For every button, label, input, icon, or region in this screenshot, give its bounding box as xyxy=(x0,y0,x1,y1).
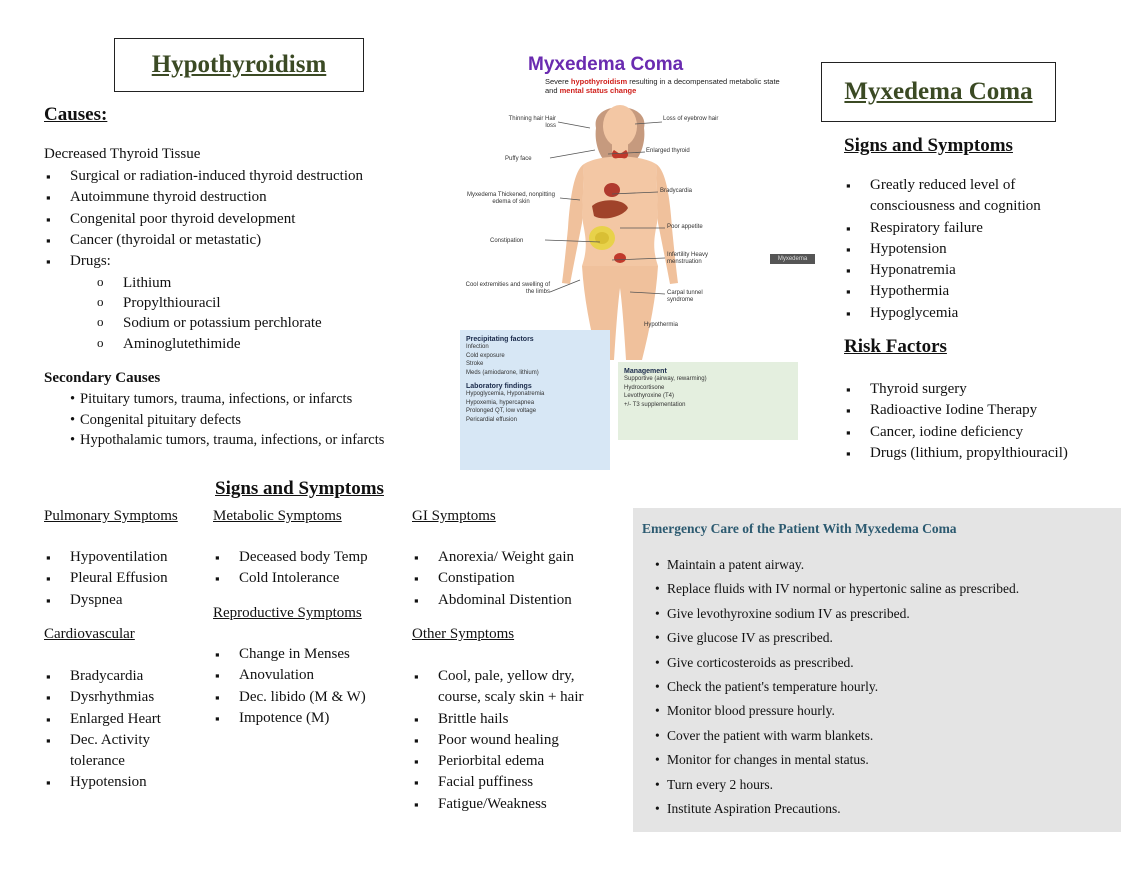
myxedema-coma-title: Myxedema Coma xyxy=(844,78,1033,105)
list-item: Hypoglycemia, Hyponatremia xyxy=(466,391,545,397)
list-item: ▪ Thyroid surgery xyxy=(844,379,1129,400)
list-item: ▪ Cancer, iodine deficiency xyxy=(844,422,1129,443)
list-item: ▪ Hypoventilation xyxy=(44,547,209,568)
list-item: • Give glucose IV as prescribed. xyxy=(655,626,1115,650)
list-item: • Monitor for changes in mental status. xyxy=(655,748,1115,772)
list-item: ▪ Drugs (lithium, propylthiouracil) xyxy=(844,443,1129,464)
myxedema-tag: Myxedema xyxy=(770,254,815,264)
decreased-causes-list xyxy=(44,166,444,272)
precipitating-title: Precipitating factors xyxy=(466,336,534,343)
hypothyroidism-title-box xyxy=(114,38,364,92)
list-item: • Pituitary tumors, trauma, infections, or infarcts xyxy=(70,389,460,410)
list-item: ▪ Brittle hails xyxy=(412,709,617,730)
list-item: • Cover the patient with warm blankets. xyxy=(655,724,1115,748)
list-item: ▪ Periorbital edema xyxy=(412,751,617,772)
list-item: • Turn every 2 hours. xyxy=(655,773,1115,797)
label-thinning-hair: Thinning hair Hair loss xyxy=(508,116,556,129)
list-item: ▪ Radioactive Iodine Therapy xyxy=(844,400,1129,421)
other-symptoms-list xyxy=(412,666,617,815)
list-item: o Sodium or potassium perchlorate xyxy=(97,313,397,333)
coma-signs-list xyxy=(844,175,1084,324)
list-item: +/- T3 supplementation xyxy=(624,401,686,408)
list-item: ▪ Dyspnea xyxy=(44,590,209,611)
list-item: ▪ Autoimmune thyroid destruction xyxy=(44,187,444,208)
label-enlarged-thyroid: Enlarged thyroid xyxy=(646,148,690,154)
emergency-care-list xyxy=(655,553,1115,821)
list-item: • Give corticosteroids as prescribed. xyxy=(655,651,1115,675)
list-item: o Lithium xyxy=(97,273,397,293)
list-item: ▪ Hypotension xyxy=(44,772,194,793)
list-item: • Give levothyroxine sodium IV as prescribed. xyxy=(655,602,1115,626)
list-item: Hydrocortisone xyxy=(624,384,665,391)
list-item: ▪ Cancer (thyroidal or metastatic) xyxy=(44,230,444,251)
label-constipation: Constipation xyxy=(490,238,524,244)
list-item: ▪ Anovulation xyxy=(213,665,408,686)
list-item: • Monitor blood pressure hourly. xyxy=(655,699,1115,723)
list-item: ▪ Poor wound healing xyxy=(412,730,617,751)
causes-heading: Causes: xyxy=(44,104,108,125)
precipitating-panel xyxy=(460,330,610,470)
list-item: o Propylthiouracil xyxy=(97,293,397,313)
list-item: ▪ Facial puffiness xyxy=(412,772,617,793)
lab-title: Laboratory findings xyxy=(466,383,532,390)
list-item: Meds (amiodarone, lithium) xyxy=(466,369,539,376)
coma-signs-heading: Signs and Symptoms xyxy=(844,135,1013,156)
drugs-list xyxy=(97,273,397,354)
list-item: ▪ Deceased body Temp xyxy=(213,547,408,568)
list-item: • Institute Aspiration Precautions. xyxy=(655,797,1115,821)
pulmonary-list xyxy=(44,547,209,611)
list-item: Hypoxemia, hypercapnea xyxy=(466,399,535,406)
list-item: Stroke xyxy=(466,361,484,367)
list-item: • Maintain a patent airway. xyxy=(655,553,1115,577)
label-eyebrow: Loss of eyebrow hair xyxy=(663,116,719,122)
list-item: ▪ Surgical or radiation-induced thyroid destruction xyxy=(44,166,444,187)
list-item: ▪ Bradycardia xyxy=(44,666,194,687)
list-item: • Congenital pituitary defects xyxy=(70,410,460,431)
list-item: ▪ Abdominal Distention xyxy=(412,590,622,611)
list-item: ▪ Dec. Activity tolerance xyxy=(44,730,194,773)
management-title: Management xyxy=(624,368,667,375)
list-item: ▪ Dysrhythmias xyxy=(44,687,194,708)
figure-title: Myxedema Coma xyxy=(528,54,684,75)
label-cool-extremities: Cool extremities and swelling of the limbs xyxy=(465,282,550,295)
risk-factors-heading: Risk Factors xyxy=(844,336,947,357)
label-myxedema: Myxedema Thickened, nonpitting edema of skin xyxy=(467,192,555,205)
list-item: ▪ Fatigue/Weakness xyxy=(412,794,617,815)
list-item: • Check the patient's temperature hourly. xyxy=(655,675,1115,699)
list-item: ▪ Pleural Effusion xyxy=(44,568,209,589)
list-item: ▪ Cold Intolerance xyxy=(213,568,408,589)
list-item: ▪ Drugs: xyxy=(44,251,444,272)
list-item: ▪ Cool, pale, yellow dry, course, scaly skin + hair xyxy=(412,666,617,709)
list-item: ▪ Greatly reduced level of consciousness and cognition xyxy=(844,175,1084,218)
management-panel xyxy=(618,362,798,440)
list-item: ▪ Anorexia/ Weight gain xyxy=(412,547,622,568)
secondary-causes-list xyxy=(70,389,460,451)
signs-symptoms-heading: Signs and Symptoms xyxy=(215,478,384,499)
myxedema-coma-title-box xyxy=(821,62,1056,122)
list-item: Prolonged QT, low voltage xyxy=(466,408,537,414)
label-infertility: Infertility Heavy menstruation xyxy=(667,252,709,265)
list-item: • Replace fluids with IV normal or hypertonic saline as prescribed. xyxy=(655,577,1115,601)
reproductive-label: Reproductive Symptoms xyxy=(213,605,362,621)
other-symptoms-label: Other Symptoms xyxy=(412,626,515,642)
emergency-care-title: Emergency Care of the Patient With Myxedema Coma xyxy=(642,521,957,536)
emergency-care-panel xyxy=(633,508,1121,832)
list-item: Pericardial effusion xyxy=(466,416,517,423)
list-item: Infection xyxy=(466,344,489,350)
list-item: ▪ Hypotension xyxy=(844,239,1084,260)
risk-factors-list xyxy=(844,379,1129,464)
list-item: Supportive (airway, rewarming) xyxy=(624,376,707,382)
list-item: • Hypothalamic tumors, trauma, infections, or infarcts xyxy=(70,430,460,451)
pulmonary-label: Pulmonary Symptoms xyxy=(44,508,178,524)
list-item: ▪ Hypothermia xyxy=(844,281,1084,302)
label-hypothermia: Hypothermia xyxy=(644,322,679,328)
decreased-thyroid-label: Decreased Thyroid Tissue xyxy=(44,146,201,162)
list-item: o Aminoglutethimide xyxy=(97,334,397,354)
gi-label: GI Symptoms xyxy=(412,508,496,524)
hypothyroidism-title: Hypothyroidism xyxy=(151,51,327,78)
secondary-causes-label: Secondary Causes xyxy=(44,370,161,386)
list-item: ▪ Hyponatremia xyxy=(844,260,1084,281)
reproductive-list xyxy=(213,644,408,729)
label-puffy-face: Puffy face xyxy=(505,156,532,162)
list-item: Cold exposure xyxy=(466,352,505,359)
label-bradycardia: Bradycardia xyxy=(660,188,693,194)
list-item: Levothyroxine (T4) xyxy=(624,393,675,399)
metabolic-label: Metabolic Symptoms xyxy=(213,508,342,524)
list-item: ▪ Impotence (M) xyxy=(213,708,408,729)
list-item: ▪ Enlarged Heart xyxy=(44,709,194,730)
cardiovascular-label: Cardiovascular xyxy=(44,626,135,642)
list-item: ▪ Change in Menses xyxy=(213,644,408,665)
label-poor-appetite: Poor appetite xyxy=(667,224,703,230)
list-item: ▪ Dec. libido (M & W) xyxy=(213,687,408,708)
metabolic-list xyxy=(213,547,408,590)
list-item: ▪ Hypoglycemia xyxy=(844,303,1084,324)
list-item: ▪ Congenital poor thyroid development xyxy=(44,209,444,230)
gi-list xyxy=(412,547,622,611)
figure-subtitle: Severe hypothyroidism resulting in a decompensated metabolic state and mental status change xyxy=(545,77,780,95)
label-carpal-tunnel: Carpal tunnel syndrome xyxy=(667,290,703,303)
list-item: ▪ Respiratory failure xyxy=(844,218,1084,239)
list-item: ▪ Constipation xyxy=(412,568,622,589)
cardiovascular-list xyxy=(44,666,194,794)
